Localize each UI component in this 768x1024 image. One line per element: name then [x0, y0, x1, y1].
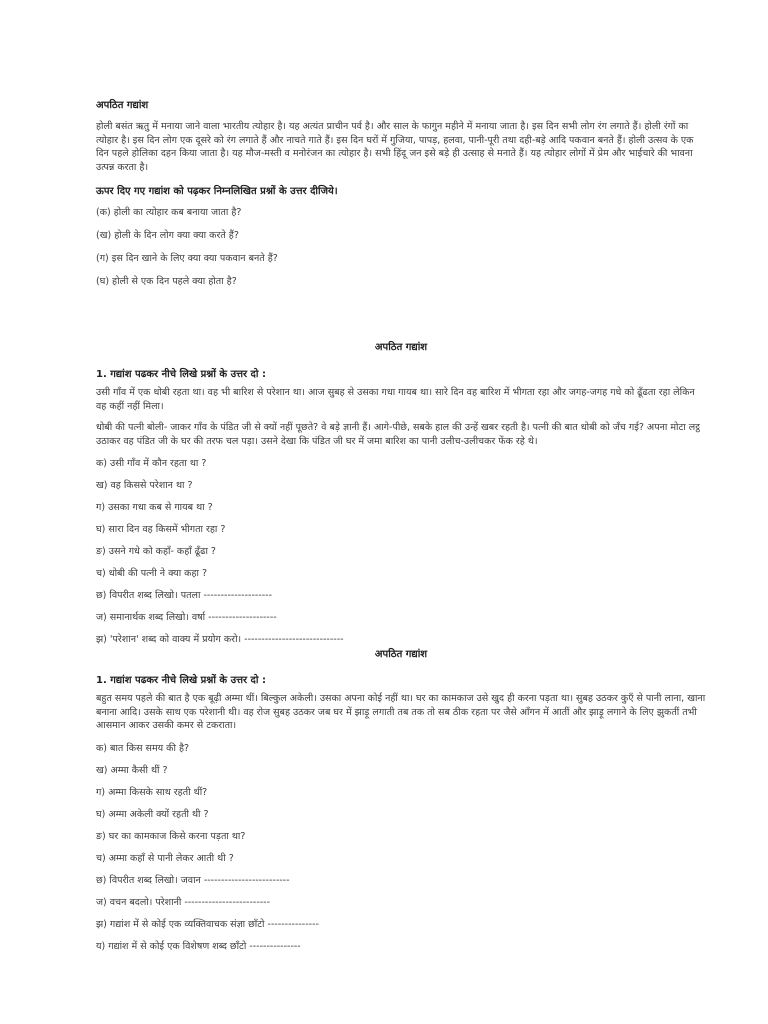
question-item: च) अम्मा कहाँ से पानी लेकर आती थी ?: [96, 852, 234, 864]
question-item: क) उसी गाँव में कौन रहता था ?: [96, 458, 207, 469]
section-title: अपठित गद्यांश: [96, 100, 149, 111]
passage-section-amma: [96, 646, 706, 961]
question-item: (क) होली का त्योहार कब बनाया जाता है?: [96, 207, 242, 218]
instruction-text: 1. गद्यांश पढकर नीचे लिखे प्रश्नों के उत्तर दो :: [96, 369, 266, 380]
passage-paragraph: होली बसंत ऋतु में मनाया जाने वाला भारतीय त्योहार है। यह अत्यंत प्राचीन पर्व है। और साल के फागुन महीने में मनाया जाता है। इस दिन सभी लोग रंग लगाते हैं। होली रंगों का त्योहार है। इस दिन लोग एक दूसरे को रंग लगाते हैं और नाचते गाते हैं। इस दिन घरों में गुजिया, पापड़, हलवा, पानी-पूरी तथा दही-बड़े आदि पकवान बनते हैं। होली उत्सव के एक दिन पहले होलिका दहन किया जाता है। यह मौज-मस्ती व मनोरंजन का त्योहार है। सभी हिंदू जन इसे बड़े ही उत्साह से मनाते हैं। यह त्योहार लोगों में प्रेम और भाईचारे की भावना उत्पन्न करता है।: [96, 121, 694, 173]
section-title: अपठित गद्यांश: [374, 649, 428, 660]
question-item: य) गद्यांश में से कोई एक विशेषण शब्द छाँटो ---------------: [96, 940, 301, 952]
question-item: क) बात किस समय की है?: [96, 742, 190, 754]
instruction-text: 1. गद्यांश पढकर नीचे लिखे प्रश्नों के उत्तर दो :: [96, 675, 266, 686]
passage-paragraph: बहुत समय पहले की बात है एक बूढ़ी अम्मा थीं। बिल्कुल अकेली। उसका अपना कोई नहीं था। घर का कामकाज उसे खुद ही करना पड़ता था। सुबह उठकर कुएँ से पानी लाना, खाना बनाना आदि। उसके साथ एक परेशानी थी। वह रोज सुबह उठकर जब घर में झाड़ू लगाती तब तक तो सब ठीक रहता पर जैसे आँगन में आतीं और झाड़ू लगाने के लिए झुकतीं तभी आसमान आकर उसकी कमर से टकराता।: [96, 693, 706, 731]
question-item: (ग) इस दिन खाने के लिए क्या क्या पकवान बनते हैं?: [96, 253, 278, 264]
passage-paragraph: उसी गाँव में एक धोबी रहता था। वह भी बारिश से परेशान था। आज सुबह से उसका गधा गायब था। सारे दिन वह बारिश में भीगता रहा और जगह-जगह गधे को ढूँढता रहा लेकिन वह कहीं नहीं मिला।: [96, 387, 695, 412]
question-item: छ) विपरीत शब्द लिखो। पतला --------------------: [96, 590, 273, 601]
question-item: (ख) होली के दिन लोग क्या क्या करते हैं?: [96, 230, 239, 241]
instruction-text: ऊपर दिए गए गद्यांश को पढ़कर निम्नलिखित प्रश्नों के उत्तर दीजिये।: [96, 186, 338, 197]
question-item: च) धोबी की पत्नी ने क्या कहा ?: [96, 568, 208, 579]
section-title: अपठित गद्यांश: [374, 342, 428, 353]
question-item: झ) गद्यांश में से कोई एक व्यक्तिवाचक संज्ञा छाँटो ---------------: [96, 918, 319, 930]
question-item: छ) विपरीत शब्द लिखो। जवान -------------------------: [96, 874, 290, 886]
question-item: ग) अम्मा किसके साथ रहती थीं?: [96, 786, 208, 798]
question-item: ख) अम्मा कैसी थीं ?: [96, 764, 168, 776]
question-item: ङ) उसने गधे को कहाँ- कहाँ ढूँढा ?: [96, 546, 216, 557]
passage-section-dhobi: [96, 339, 706, 654]
question-item: (घ) होली से एक दिन पहले क्या होता है?: [96, 276, 237, 287]
passage-paragraph: धोबी की पत्नी बोली- जाकर गाँव के पंडित जी से क्यों नहीं पूछते? वे बड़े ज्ञानी हैं। आगे-पीछे, सबके हाल की उन्हें खबर रहती है। पत्नी की बात धोबी को जँच गई? अपना मोटा लट्ठ उठाकर वह पंडित जी के घर की तरफ चल पड़ा। उसने देखा कि पंडित जी घर में जमा बारिश का पानी उलीच-उलीचकर फेंक रहे थे।: [96, 422, 700, 447]
question-item: ख) वह किससे परेशान था ?: [96, 480, 193, 491]
question-item: ग) उसका गधा कब से गायब था ?: [96, 502, 213, 513]
question-item: ज) समानार्थक शब्द लिखो। वर्षा --------------------: [96, 612, 277, 623]
question-item: ज) वचन बदलो। परेशानी -------------------------: [96, 896, 271, 908]
question-item: घ) अम्मा अकेली क्यों रहती थी ?: [96, 808, 209, 820]
question-item: ङ) घर का कामकाज किसे करना पड़ता था?: [96, 830, 246, 842]
question-item: झ) 'परेशान' शब्द को वाक्य में प्रयोग करो। -----------------------------: [96, 634, 344, 645]
passage-section-holi: [96, 97, 706, 297]
question-item: घ) सारा दिन वह किसमें भीगता रहा ?: [96, 524, 226, 535]
